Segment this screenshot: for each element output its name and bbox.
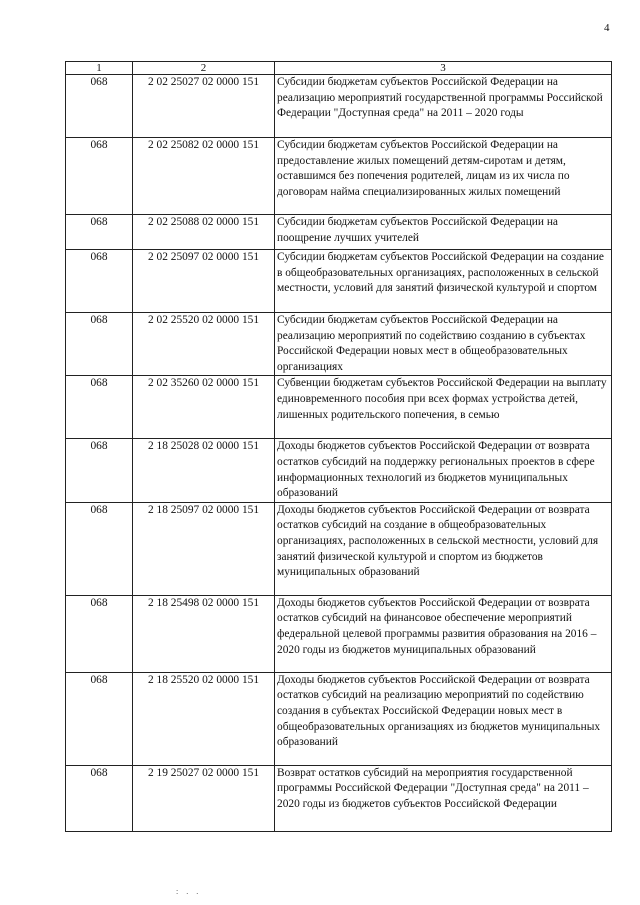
table-row [66, 376, 612, 439]
column-header-2: 2 [133, 62, 275, 75]
revenue-name-cell: Доходы бюджетов субъектов Российской Федерации от возврата остатков субсидий на финансовое обеспечение мероприятий федеральной целевой программы развития образования на 2016 – 2020 годы из бюджетов муниципальных образований [275, 595, 612, 672]
revenue-name-cell: Субсидии бюджетам субъектов Российской Федерации на предоставление жилых помещений детям-сиротам и детям, оставшимся без попечения родителей, лицам из их числа по договорам найма специализированных жилых помещений [275, 138, 612, 215]
column-header-1: 1 [66, 62, 133, 75]
admin-code-cell: 068 [66, 595, 133, 672]
admin-code-cell: 068 [66, 376, 133, 439]
admin-code-cell: 068 [66, 75, 133, 138]
table-row [66, 75, 612, 138]
table-row [66, 502, 612, 595]
budget-code-cell: 2 02 25088 02 0000 151 [133, 215, 275, 250]
admin-code-cell: 068 [66, 502, 133, 595]
table-header-row [66, 62, 612, 75]
scan-marks: : . . [176, 887, 202, 896]
budget-code-cell: 2 19 25027 02 0000 151 [133, 765, 275, 831]
table-row [66, 215, 612, 250]
column-header-3: 3 [275, 62, 612, 75]
budget-code-cell: 2 02 35260 02 0000 151 [133, 376, 275, 439]
budget-code-cell: 2 02 25027 02 0000 151 [133, 75, 275, 138]
admin-code-cell: 068 [66, 250, 133, 313]
table-row [66, 439, 612, 502]
revenue-name-cell: Возврат остатков субсидий на мероприятия государственной программы Российской Федерации "Доступная среда" на 2011 – 2020 годы из бюджетов субъектов Российской Федерации [275, 765, 612, 831]
budget-code-cell: 2 02 25097 02 0000 151 [133, 250, 275, 313]
revenue-name-cell: Субсидии бюджетам субъектов Российской Федерации на реализацию мероприятий государственной программы Российской Федерации "Доступная среда" на 2011 – 2020 годы [275, 75, 612, 138]
budget-code-cell: 2 18 25097 02 0000 151 [133, 502, 275, 595]
budget-code-cell: 2 02 25082 02 0000 151 [133, 138, 275, 215]
admin-code-cell: 068 [66, 313, 133, 376]
page-number: 4 [604, 22, 610, 34]
revenue-name-cell: Субвенции бюджетам субъектов Российской Федерации на выплату единовременного пособия при всех формах устройства детей, лишенных родительского попечения, в семью [275, 376, 612, 439]
revenue-name-cell: Доходы бюджетов субъектов Российской Федерации от возврата остатков субсидий на реализацию мероприятий по содействию создания в субъектах Российской Федерации новых мест в общеобразовательных организациях из бюджетов муниципальных образований [275, 672, 612, 765]
admin-code-cell: 068 [66, 672, 133, 765]
budget-code-cell: 2 18 25520 02 0000 151 [133, 672, 275, 765]
budget-code-cell: 2 18 25498 02 0000 151 [133, 595, 275, 672]
budget-code-cell: 2 02 25520 02 0000 151 [133, 313, 275, 376]
admin-code-cell: 068 [66, 215, 133, 250]
budget-code-cell: 2 18 25028 02 0000 151 [133, 439, 275, 502]
revenue-name-cell: Субсидии бюджетам субъектов Российской Федерации на поощрение лучших учителей [275, 215, 612, 250]
table-row [66, 765, 612, 831]
table-row [66, 250, 612, 313]
table-row [66, 672, 612, 765]
table-row [66, 138, 612, 215]
budget-revenue-table [65, 61, 612, 832]
revenue-name-cell: Субсидии бюджетам субъектов Российской Федерации на создание в общеобразовательных организациях, расположенных в сельской местности, условий для занятий физической культурой и спортом [275, 250, 612, 313]
revenue-name-cell: Доходы бюджетов субъектов Российской Федерации от возврата остатков субсидий на поддержку региональных проектов в сфере информационных технологий из бюджетов муниципальных образований [275, 439, 612, 502]
admin-code-cell: 068 [66, 765, 133, 831]
admin-code-cell: 068 [66, 439, 133, 502]
revenue-name-cell: Доходы бюджетов субъектов Российской Федерации от возврата остатков субсидий на создание в общеобразовательных организациях, расположенных в сельской местности, условий для занятий физической культурой и спортом из бюджетов муниципальных образований [275, 502, 612, 595]
table-row [66, 313, 612, 376]
table-row [66, 595, 612, 672]
admin-code-cell: 068 [66, 138, 133, 215]
revenue-name-cell: Субсидии бюджетам субъектов Российской Федерации на реализацию мероприятий по содействию созданию в субъектах Российской Федерации новых мест в общеобразовательных организациях [275, 313, 612, 376]
